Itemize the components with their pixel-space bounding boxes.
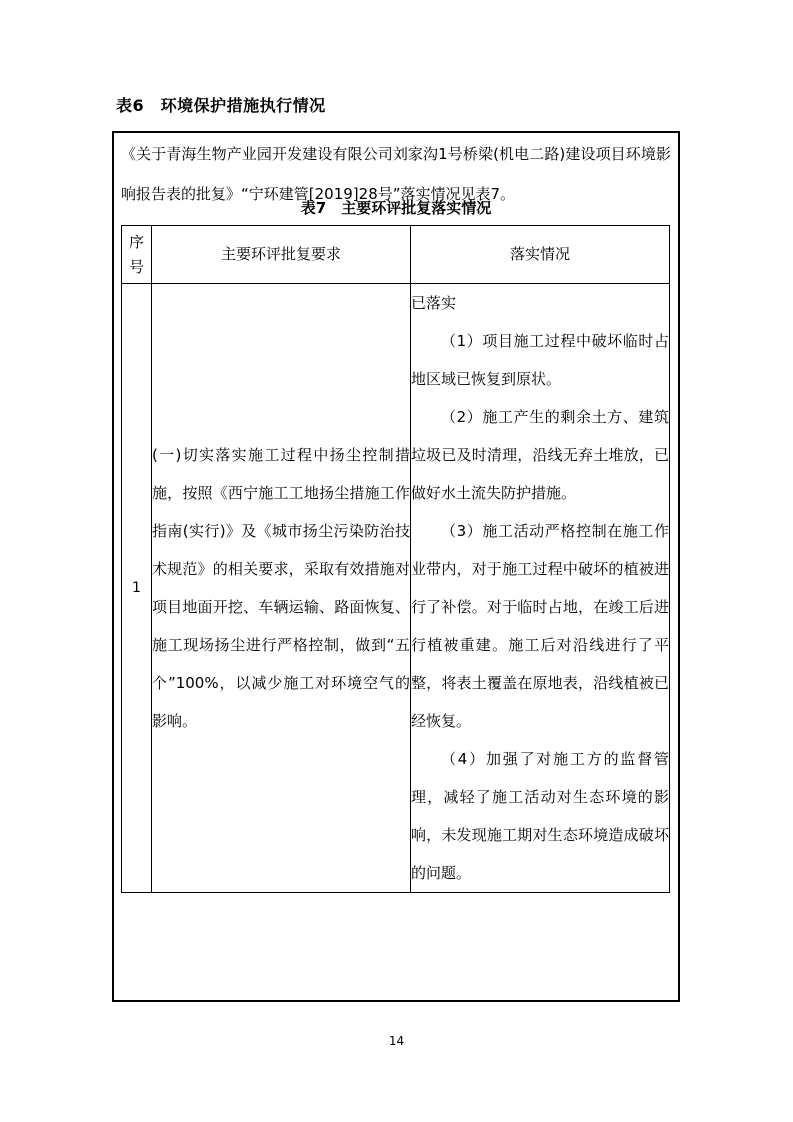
table7-caption: 表7 主要环评批复落实情况 [300,199,492,217]
column-header-status: 落实情况 [411,226,670,284]
section-title-table6: 表6 环境保护措施执行情况 [116,96,326,115]
status-cell [411,284,670,893]
status-paragraph: （3）施工活动严格控制在施工作业带内，对于施工过程中破坏的植被进行了补偿。对于临时占地，在竣工后进行植被重建。施工后对沿线进行了平整，将表土覆盖在原地表，沿线植被已经恢复。 [411,522,669,730]
requirement-cell: (一)切实落实施工过程中扬尘控制措施，按照《西宁施工工地扬尘措施工作指南(实行)》及《城市扬尘污染防治技术规范》的相关要求，采取有效措施对项目地面开挖、车辆运输、路面恢复、施工现场扬尘进行严格控制，做到“五个”100%，以减少施工对环境空气的影响。 [152,284,411,893]
table-row [122,284,670,893]
table6-content-box [112,131,680,1002]
status-paragraph: （4）加强了对施工方的监督管理，减轻了施工活动对生态环境的影响，未发现施工期对生态环境造成破坏的问题。 [411,750,669,882]
column-header-serial-number: 序号 [122,226,152,284]
status-paragraph: （1）项目施工过程中破坏临时占地区域已恢复到原状。 [411,332,669,388]
approval-intro-paragraph: 《关于青海生物产业园开发建设有限公司刘家沟1号桥梁(机电二路)建设项目环境影响报告表的批复》“宁环建管[2019]28号”落实情况见表7。 [121,145,671,203]
table7 [121,225,670,893]
row-serial-number: 1 [122,284,152,893]
page-number: 14 [388,1034,405,1048]
status-paragraph: 已落实 [411,294,457,312]
table7-header-row [122,226,670,284]
status-paragraph: （2）施工产生的剩余土方、建筑垃圾已及时清理，沿线无弃土堆放，已做好水土流失防护措施。 [411,408,669,502]
column-header-requirement: 主要环评批复要求 [152,226,411,284]
